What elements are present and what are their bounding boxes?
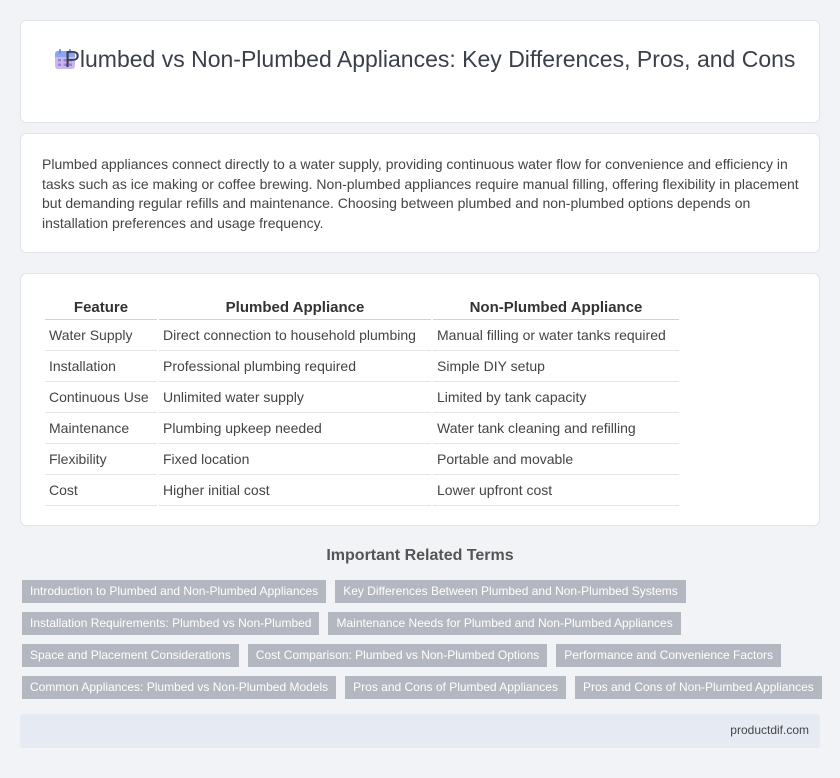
title-card [20, 20, 820, 123]
related-term-tag[interactable]: Key Differences Between Plumbed and Non-Plumbed Systems [335, 580, 686, 603]
table-cell: Direct connection to household plumbing [159, 320, 431, 351]
intro-card [20, 133, 820, 253]
intro-paragraph: Plumbed appliances connect directly to a water supply, providing continuous water flow for convenience and efficiency in tasks such as ice making or coffee brewing. Non-plumbed appliances require manual filling, offering flexibility in placement but demanding regular refills and maintenance. Choosing between plumbed and non-plumbed options depends on installation preferences and usage frequency. [42, 156, 799, 231]
table-cell: Maintenance [45, 413, 157, 444]
table-cell: Limited by tank capacity [433, 382, 679, 413]
related-terms-heading: Important Related Terms [326, 547, 514, 564]
related-term-tag[interactable]: Performance and Convenience Factors [556, 644, 781, 667]
table-cell: Plumbing upkeep needed [159, 413, 431, 444]
related-term-tag[interactable]: Cost Comparison: Plumbed vs Non-Plumbed Options [248, 644, 547, 667]
table-cell: Continuous Use [45, 382, 157, 413]
comparison-table [43, 296, 681, 506]
footer-bar [20, 714, 820, 748]
table-row [45, 351, 679, 382]
related-term-tag[interactable]: Pros and Cons of Plumbed Appliances [345, 676, 566, 699]
table-cell: Installation [45, 351, 157, 382]
table-cell: Water tank cleaning and refilling [433, 413, 679, 444]
table-row [45, 382, 679, 413]
table-cell: Cost [45, 475, 157, 506]
related-term-tag[interactable]: Introduction to Plumbed and Non-Plumbed Appliances [22, 580, 326, 603]
related-term-tag[interactable]: Pros and Cons of Non-Plumbed Appliances [575, 676, 822, 699]
column-header-feature: Feature [45, 296, 157, 320]
related-term-tag[interactable]: Installation Requirements: Plumbed vs Non-Plumbed [22, 612, 319, 635]
table-row [45, 320, 679, 351]
related-terms-list [22, 580, 822, 708]
page-title: Plumbed vs Non-Plumbed Appliances: Key Differences, Pros, and Cons [64, 46, 796, 72]
column-header-non-plumbed: Non-Plumbed Appliance [433, 296, 679, 320]
table-row [45, 413, 679, 444]
table-cell: Fixed location [159, 444, 431, 475]
table-cell: Simple DIY setup [433, 351, 679, 382]
source-link[interactable]: productdif.com [730, 723, 809, 737]
table-header-row [45, 296, 679, 320]
table-cell: Manual filling or water tanks required [433, 320, 679, 351]
table-cell: Water Supply [45, 320, 157, 351]
related-term-tag[interactable]: Common Appliances: Plumbed vs Non-Plumbed Models [22, 676, 336, 699]
related-term-tag[interactable]: Space and Placement Considerations [22, 644, 239, 667]
table-cell: Professional plumbing required [159, 351, 431, 382]
related-term-tag[interactable]: Maintenance Needs for Plumbed and Non-Plumbed Appliances [328, 612, 680, 635]
column-header-plumbed: Plumbed Appliance [159, 296, 431, 320]
table-cell: Portable and movable [433, 444, 679, 475]
table-cell: Lower upfront cost [433, 475, 679, 506]
table-cell: Higher initial cost [159, 475, 431, 506]
table-row [45, 444, 679, 475]
comparison-card [20, 273, 820, 526]
table-cell: Flexibility [45, 444, 157, 475]
table-cell: Unlimited water supply [159, 382, 431, 413]
table-row [45, 475, 679, 506]
